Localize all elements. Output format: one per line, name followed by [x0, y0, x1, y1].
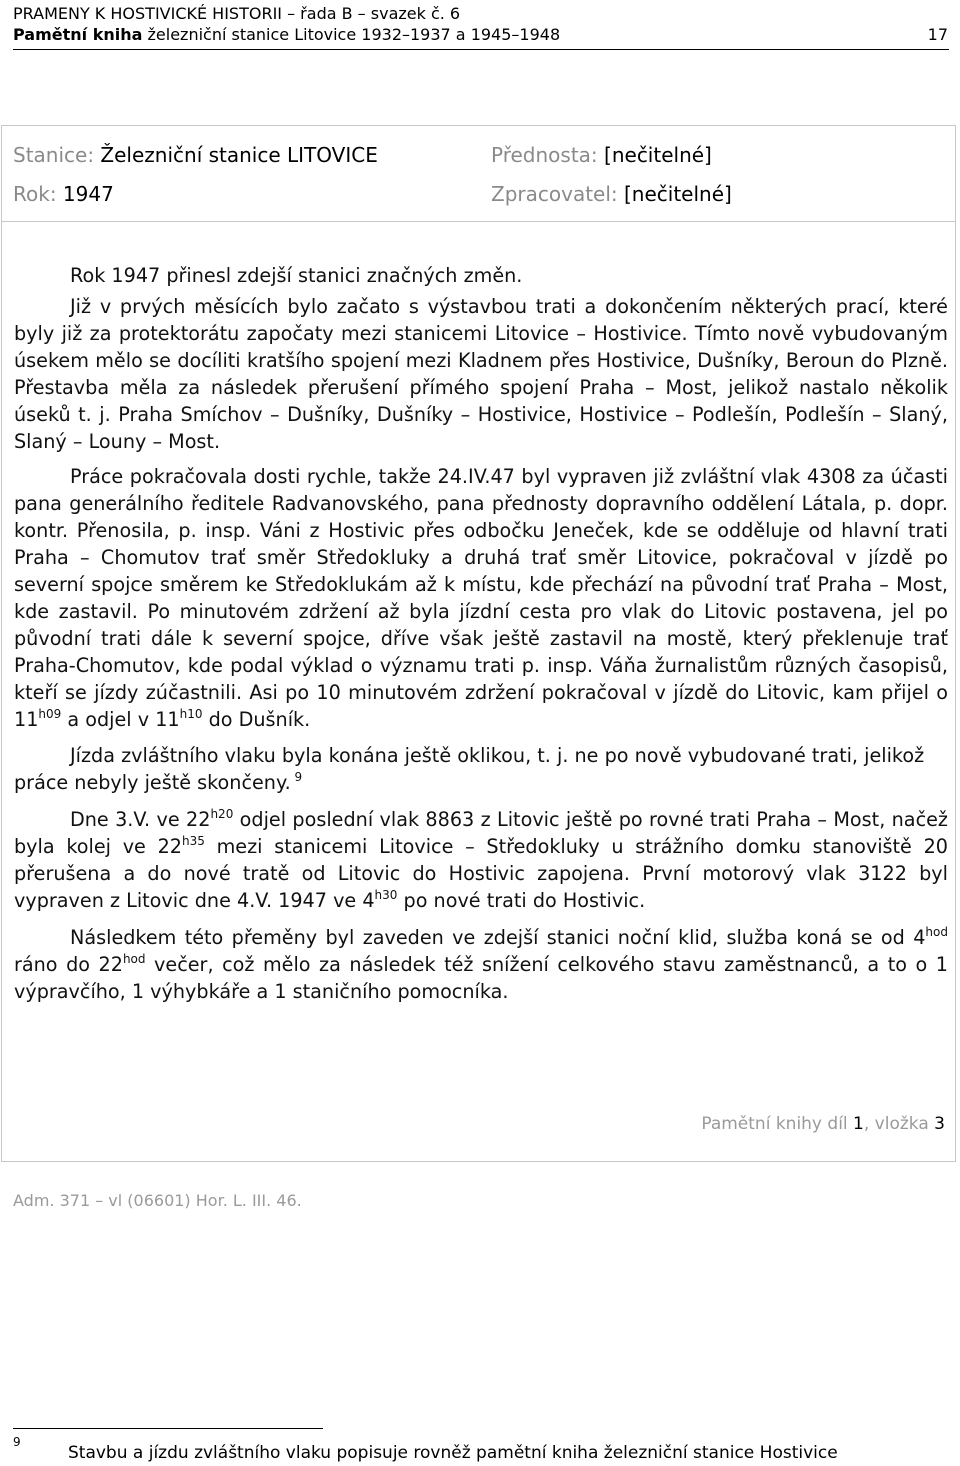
- p5-time-sup-2: h35: [182, 834, 205, 848]
- year-value: 1947: [62, 182, 114, 206]
- year-field: [13, 181, 114, 207]
- footnote-rule: [13, 1428, 323, 1429]
- p5-time-sup-3: h30: [374, 888, 398, 902]
- processor-field: [491, 181, 732, 207]
- p5-time-sup-1: h20: [210, 807, 234, 821]
- insert-label: , vložka: [863, 1114, 935, 1134]
- p3-text-c: do Dušník.: [202, 708, 311, 731]
- station-value: Železniční stanice LITOVICE: [100, 143, 378, 167]
- processor-value: [nečitelné]: [624, 182, 732, 206]
- p5-text-c: mezi stanicemi Litovice – Středokluky u strážního domku stanoviště 20 přerušena a do nové tratě od Litovic do Hostivic zapojena. První motorový vlak 3122 byl vypraven z Litovic dne 4.V. 1947 ve 4: [14, 835, 948, 912]
- station-field: [13, 142, 378, 168]
- paragraph-4: [14, 742, 948, 796]
- paragraph-3: [14, 463, 948, 733]
- info-separator: [2, 221, 955, 222]
- footnote-text: Stavbu a jízdu zvláštního vlaku popisuje rovněž pamětní kniha železniční stanice Hostivice: [68, 1443, 838, 1463]
- p3-text-a: Práce pokračovala dosti rychle, takže 24.IV.47 byl vypraven již zvláštní vlak 4308 za účasti pana generálního ředitele Radvanovského, pana přednosty dopravního oddělení Látala, p. dopr. kontr. Přenosila, p. insp. Váni z Hostivic přes odbočku Jeneček, kde se odděluje od hlavní trati Praha – Chomutov trať směr Středokluky a druhá trať směr Litovice, pokračoval v jízdě po severní spojce směrem ke Středoklukám až k místu, kde přechází na původní trať Praha – Most, kde zastavil. Po minutovém zdržení až byla jízdní cesta pro vlak do Litovic postavena, jel po původní trati dále k severní spojce, dříve však ještě zastavil na mostě, který překlenuje trať Praha-Chomutov, kde podal výklad o významu trati p. insp. Váňa žurnalistům různých časopisů, kteří se jízdy zúčastnili. Asi po 10 minutovém zdržení pokračoval v jízdě do Litovic, kam přijel o 11: [14, 465, 948, 731]
- p5-text-a: Dne 3.V. ve 22: [70, 808, 211, 831]
- paragraph-1: Rok 1947 přinesl zdejší stanici značných změn.: [70, 264, 523, 287]
- record-box: [1, 125, 956, 1162]
- page-number: 17: [927, 25, 948, 44]
- record-text: [14, 262, 948, 1005]
- p6-text-c: večer, což mělo za následek též snížení celkového stavu zaměstnanců, a to o 1 výpravčího, 1 výhybkáře a 1 staničního pomocníka.: [14, 953, 948, 1003]
- p3-text-b: a odjel v 11: [61, 708, 180, 731]
- processor-label: Zpracovatel:: [491, 182, 624, 206]
- insert-number: 3: [934, 1114, 945, 1134]
- volume-reference: [701, 1113, 945, 1135]
- p6-text-b: ráno do 22: [14, 953, 123, 976]
- year-label: Rok:: [13, 182, 63, 206]
- paragraph-5: [14, 806, 948, 914]
- paragraph-6: [14, 924, 948, 1005]
- p4-text: Jízda zvláštního vlaku byla konána ještě oklikou, t. j. ne po nově vybudované trati, jelikož práce nebyly ještě skončeny.: [14, 744, 925, 794]
- footnote-mark: 9: [13, 1435, 21, 1449]
- chief-value: [nečitelné]: [604, 143, 712, 167]
- paragraph-2: Již v prvých měsících bylo začato s výstavbou trati a dokončením některých prací, které byly již za protektorátu započaty mezi stanicemi Litovice – Hostivice. Tímto nově vybudovaným úsekem mělo se docíliti kratšího spojení mezi Kladnem přes Hostivice, Dušníky, Beroun do Plzně. Přestavba měla za následek přerušení přímého spojení Praha – Most, jelikož nastalo několik úseků t. j. Praha Smíchov – Dušníky, Dušníky – Hostivice, Hostivice – Podlešín, Podlešín – Slaný, Slaný – Louny – Most.: [14, 295, 948, 453]
- p6-time-sup-1: hod: [925, 925, 948, 939]
- p5-text-d: po nové trati do Hostivic.: [397, 889, 646, 912]
- administrative-code: Adm. 371 – vl (06601) Hor. L. III. 46.: [13, 1191, 302, 1210]
- volume-label: Pamětní knihy díl: [701, 1114, 854, 1134]
- book-title-rest: železniční stanice Litovice 1932–1937 a 1945–1948: [142, 25, 561, 44]
- volume-number: 1: [853, 1114, 864, 1134]
- p6-text-a: Následkem této přeměny byl zaveden ve zdejší stanici noční klid, služba koná se od 4: [70, 926, 926, 949]
- series-header: PRAMENY K HOSTIVICKÉ HISTORII – řada B – svazek č. 6: [13, 4, 461, 23]
- header-rule: [13, 49, 949, 50]
- footnote-reference: 9: [290, 770, 303, 784]
- chief-field: [491, 142, 712, 168]
- book-title-bold: Pamětní kniha: [13, 25, 143, 44]
- p5-text-b: odjel poslední vlak 8863 z Litovic ještě po rovné trati Praha – Most, načež byla kolej ve 22: [14, 808, 948, 858]
- p6-time-sup-2: hod: [122, 952, 146, 966]
- book-title: [13, 25, 560, 45]
- station-label: Stanice:: [13, 143, 101, 167]
- chief-label: Přednosta:: [491, 143, 605, 167]
- p3-time-sup-1: h09: [38, 707, 62, 721]
- p3-time-sup-2: h10: [179, 707, 203, 721]
